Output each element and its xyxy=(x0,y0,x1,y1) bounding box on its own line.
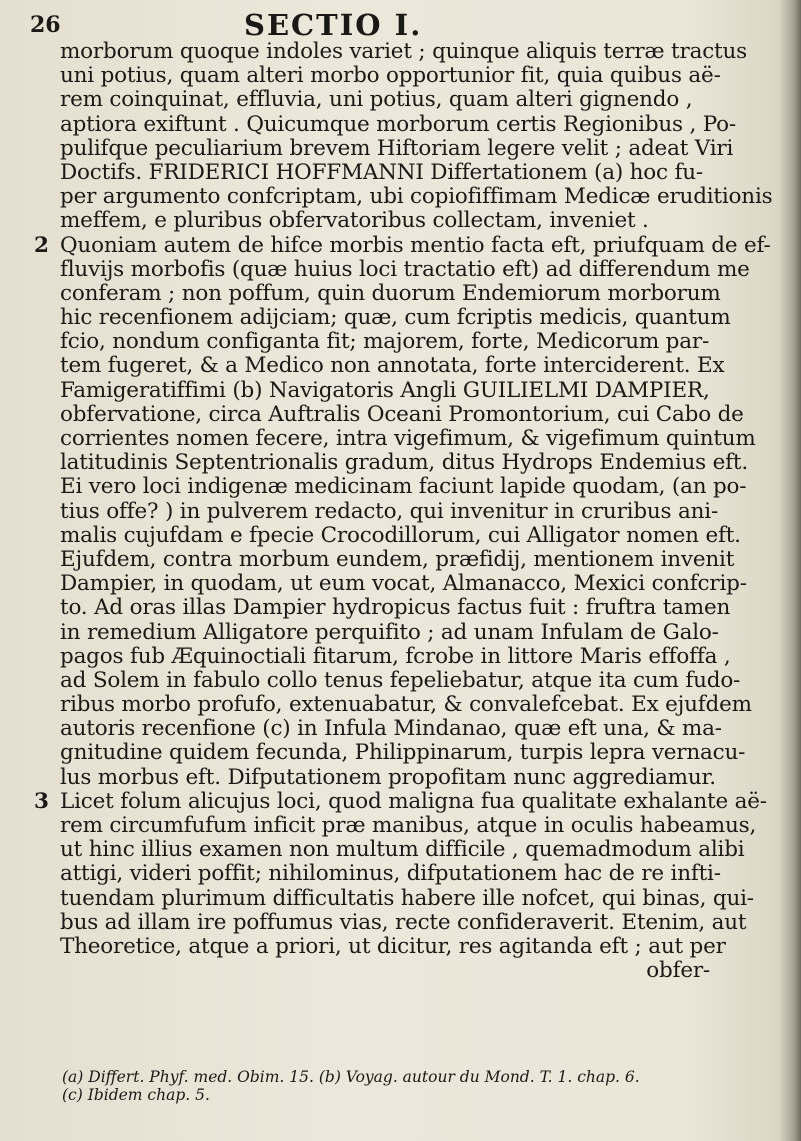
line-text: malis cujufdam e fpecie Crocodillorum, cui Alligator nomen eft. xyxy=(60,523,741,548)
footnotes xyxy=(62,1068,742,1104)
text-line xyxy=(34,403,774,427)
text-line xyxy=(34,209,774,233)
line-text: corrientes nomen fecere, intra vigefimum, & vigefimum quintum xyxy=(60,427,756,451)
text-line xyxy=(34,596,774,620)
line-text: aptiora exiftunt . Quicumque morborum certis Regionibus , Po- xyxy=(60,112,736,137)
text-line xyxy=(34,741,774,765)
text-line xyxy=(34,766,774,790)
text-line xyxy=(34,161,774,185)
line-text: ut hinc illius examen non multum difficile , quemadmodum alibi xyxy=(60,838,745,863)
line-text: bus ad illam ire poffumus vias, recte confideraverit. Etenim, aut xyxy=(60,910,747,935)
line-text: tuendam plurimum difficultatis habere ille nofcet, qui binas, qui- xyxy=(60,886,754,911)
text-line xyxy=(34,379,774,403)
line-text: in remedium Alligatore perquifito ; ad unam Infulam de Galo- xyxy=(60,620,719,645)
line-text: tius offe? ) in pulverem redacto, qui invenitur in cruribus ani- xyxy=(60,499,719,524)
line-text: fcio, nondum configanta fit; majorem, forte, Medicorum par- xyxy=(60,330,710,355)
page-number: 26 xyxy=(30,12,61,38)
line-text: fluvijs morbofis (quæ huius loci tractatio eft) ad differendum me xyxy=(60,257,750,282)
text-line xyxy=(34,887,774,911)
text-line xyxy=(34,475,774,499)
text-line xyxy=(34,427,774,451)
line-text: autoris recenfione (c) in Infula Mindanao, quæ eft una, & ma- xyxy=(60,717,722,742)
text-line xyxy=(34,693,774,717)
line-text: ribus morbo profufo, extenuabatur, & convalefcebat. Ex ejufdem xyxy=(60,693,752,718)
text-line xyxy=(34,500,774,524)
footnote: (c) Ibidem chap. 5. xyxy=(62,1086,210,1104)
text-line xyxy=(34,717,774,741)
text-line xyxy=(34,113,774,137)
line-text: Doctifs. FRIDERICI HOFFMANNI Differtationem (a) hoc fu- xyxy=(60,160,703,185)
line-text: lus morbus eft. Difputationem propofitam nunc aggrediamur. xyxy=(60,765,716,790)
line-text: pagos fub Æquinoctiali fitarum, fcrobe in littore Maris effoffa , xyxy=(60,644,731,669)
running-title: SECTIO I. xyxy=(244,8,423,42)
line-text: Quoniam autem de hifce morbis mentio facta eft, priufquam de ef- xyxy=(60,233,771,258)
line-text: hic recenfionem adijciam; quæ, cum fcriptis medicis, quantum xyxy=(60,306,731,331)
text-line xyxy=(34,40,774,64)
text-line xyxy=(34,64,774,88)
line-text: gnitudine quidem fecunda, Philippinarum, turpis lepra vernacu- xyxy=(60,741,746,766)
text-line xyxy=(34,451,774,475)
text-line xyxy=(34,645,774,669)
text-line xyxy=(34,185,774,209)
line-text: obfervatione, circa Auftralis Oceani Promontorium, cui Cabo de xyxy=(60,402,744,427)
paragraph-number: 3 xyxy=(34,789,49,814)
line-text: latitudinis Septentrionalis gradum, ditus Hydrops Endemius eft. xyxy=(60,451,748,476)
text-line xyxy=(34,572,774,596)
line-text: rem coinquinat, effluvia, uni potius, quam alteri gignendo , xyxy=(60,88,693,113)
text-line xyxy=(34,911,774,935)
paragraph-number: 2 xyxy=(34,233,49,258)
line-text: ad Solem in fabulo collo tenus fepeliebatur, atque ita cum fudo- xyxy=(60,668,741,693)
line-text: meffem, e pluribus obfervatoribus collectam, inveniet . xyxy=(60,209,649,234)
line-text: Dampier, in quodam, ut eum vocat, Almanacco, Mexici confcrip- xyxy=(60,572,747,597)
text-line xyxy=(34,306,774,330)
text-line xyxy=(34,524,774,548)
line-text: Theoretice, atque a priori, ut dicitur, res agitanda eft ; aut per xyxy=(60,934,726,959)
line-text: conferam ; non poffum, quin duorum Endemiorum morborum xyxy=(60,281,721,306)
text-line xyxy=(34,88,774,112)
line-text: tem fugeret, & a Medico non annotata, forte interciderent. Ex xyxy=(60,354,725,379)
text-line xyxy=(34,548,774,572)
text-line xyxy=(34,354,774,378)
text-line xyxy=(34,935,774,959)
line-text: pulifque peculiarium brevem Hiftoriam legere velit ; adeat Viri xyxy=(60,136,734,161)
text-line xyxy=(34,234,774,258)
line-text: per argumento confcriptam, ubi copiofiffimam Medicæ eruditionis xyxy=(60,185,773,210)
text-line xyxy=(34,621,774,645)
text-line xyxy=(34,790,774,814)
line-text: Ei vero loci indigenæ medicinam faciunt lapide quodam, (an po- xyxy=(60,475,747,500)
page-gutter-shadow xyxy=(779,0,801,1141)
line-text: morborum quoque indoles variet ; quinque aliquis terræ tractus xyxy=(60,40,747,64)
text-line xyxy=(34,258,774,282)
text-line xyxy=(34,137,774,161)
line-text: Licet folum alicujus loci, quod maligna fua qualitate exhalante aë- xyxy=(60,789,767,814)
line-text: rem circumfufum inficit præ manibus, atque in oculis habeamus, xyxy=(60,814,757,838)
line-text: Famigeratiffimi (b) Navigatoris Angli GUILIELMI DAMPIER, xyxy=(60,378,710,403)
catchword: obfer- xyxy=(646,959,710,984)
text-line xyxy=(34,862,774,886)
body-text xyxy=(34,40,774,983)
line-text: to. Ad oras illas Dampier hydropicus factus fuit : fruftra tamen xyxy=(60,596,731,621)
line-text: Ejufdem, contra morbum eundem, præfidij, mentionem invenit xyxy=(60,547,735,572)
footnote: (a) Differt. Phyf. med. Obim. 15. (b) Voyag. autour du Mond. T. 1. chap. 6. xyxy=(62,1068,640,1086)
line-text: attigi, videri poffit; nihilominus, difputationem hac de re infti- xyxy=(60,862,721,887)
text-line xyxy=(34,282,774,306)
text-line xyxy=(34,814,774,838)
text-line xyxy=(34,838,774,862)
text-line xyxy=(34,669,774,693)
page-header xyxy=(30,8,750,40)
line-text: uni potius, quam alteri morbo opportunior fit, quia quibus aë- xyxy=(60,64,721,89)
text-line xyxy=(34,330,774,354)
